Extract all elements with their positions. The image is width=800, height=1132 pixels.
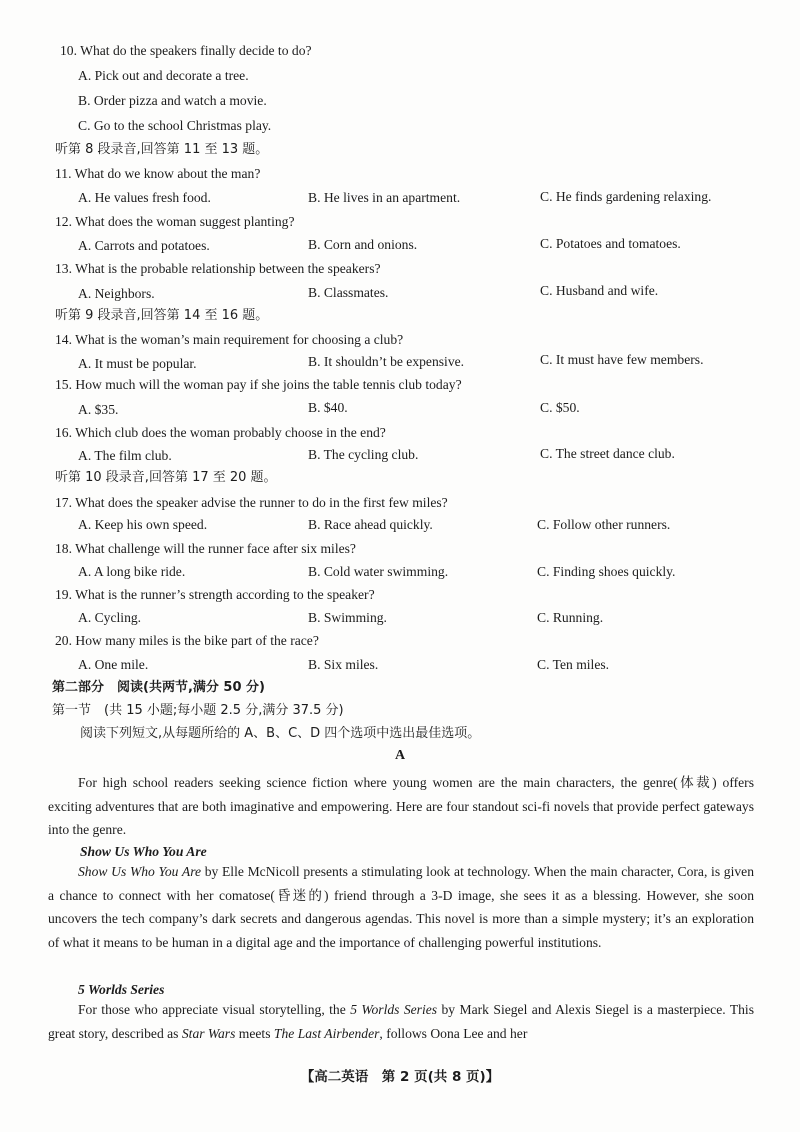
- question-15: 15. How much will the woman pay if she joins the table tennis club today?: [55, 377, 462, 392]
- section-8-instruction: 听第 8 段录音,回答第 11 至 13 题。: [55, 142, 269, 157]
- option-13a: A. Neighbors.: [78, 286, 155, 301]
- intro-text: For high school readers seeking science fiction where young women are the main characters, the genre(体裁) offers exciting adventures that are both imaginative and empowering. Here are four standout sci-fi novels that provide perfect gateways into the genre.: [48, 775, 754, 837]
- intro-paragraph: [48, 771, 754, 842]
- option-11b: B. He lives in an apartment.: [308, 190, 461, 205]
- option-10c: C. Go to the school Christmas play.: [78, 118, 272, 133]
- option-15c: C. $50.: [540, 400, 580, 415]
- option-14c: C. It must have few members.: [540, 352, 704, 367]
- reading-instruction: 阅读下列短文,从每题所给的 A、B、C、D 四个选项中选出最佳选项。: [80, 726, 481, 741]
- question-13: 13. What is the probable relationship between the speakers?: [55, 261, 381, 276]
- question-19: 19. What is the runner’s strength according to the speaker?: [55, 587, 375, 602]
- question-16: 16. Which club does the woman probably choose in the end?: [55, 425, 386, 440]
- part-2-heading: 第二部分 阅读(共两节,满分 50 分): [52, 680, 265, 695]
- option-16a: A. The film club.: [78, 448, 172, 463]
- option-11a: A. He values fresh food.: [78, 190, 211, 205]
- passage-letter: A: [394, 748, 406, 763]
- option-13c: C. Husband and wife.: [540, 283, 659, 298]
- book-2-paragraph: [48, 998, 754, 1045]
- option-13b: B. Classmates.: [308, 285, 389, 300]
- option-20a: A. One mile.: [78, 657, 149, 672]
- question-14: 14. What is the woman’s main requirement for choosing a club?: [55, 332, 404, 347]
- book-2-last-airbender: The Last Airbender: [273, 1025, 380, 1041]
- option-10b: B. Order pizza and watch a movie.: [78, 93, 267, 108]
- option-11c: C. He finds gardening relaxing.: [540, 189, 712, 204]
- option-19c: C. Running.: [537, 610, 604, 625]
- option-18c: C. Finding shoes quickly.: [537, 564, 676, 579]
- book-2-star-wars: Star Wars: [181, 1025, 236, 1041]
- option-19b: B. Swimming.: [308, 610, 387, 625]
- option-16c: C. The street dance club.: [540, 446, 675, 461]
- option-17b: B. Race ahead quickly.: [308, 517, 433, 532]
- option-16b: B. The cycling club.: [308, 447, 419, 462]
- option-12c: C. Potatoes and tomatoes.: [540, 236, 681, 251]
- question-17: 17. What does the speaker advise the runner to do in the first few miles?: [55, 495, 448, 510]
- option-12a: A. Carrots and potatoes.: [78, 238, 210, 253]
- question-18: 18. What challenge will the runner face after six miles?: [55, 541, 356, 556]
- book-1-text: by Elle McNicoll presents a stimulating look at technology. When the main character, Cora, is given a chance to connect with her comatose(昏迷的) friend through a 3-D image, she sees it as a blessing. However, she soon uncovers the tech company’s dark secrets and dangerous agendas. This novel is more than a simple mystery; it’s an exploration of what it means to be human in a digital age and the importance of challenging powerful institutions.: [48, 864, 755, 950]
- option-15a: A. $35.: [78, 402, 119, 417]
- question-10: 10. What do the speakers finally decide to do?: [60, 43, 312, 58]
- option-17c: C. Follow other runners.: [537, 517, 671, 532]
- option-15b: B. $40.: [308, 400, 348, 415]
- question-20: 20. How many miles is the bike part of the race?: [55, 633, 319, 648]
- option-20c: C. Ten miles.: [537, 657, 610, 672]
- book-2-title: 5 Worlds Series: [78, 982, 165, 997]
- section-1-heading: 第一节 (共 15 小题;每小题 2.5 分,满分 37.5 分): [52, 703, 344, 718]
- option-14a: A. It must be popular.: [78, 356, 197, 371]
- option-12b: B. Corn and onions.: [308, 237, 418, 252]
- section-9-instruction: 听第 9 段录音,回答第 14 至 16 题。: [55, 308, 269, 323]
- book-2-text-3: meets: [235, 1025, 274, 1041]
- option-17a: A. Keep his own speed.: [78, 517, 208, 532]
- book-2-text-1: For those who appreciate visual storytelling, the: [78, 1002, 351, 1017]
- option-14b: B. It shouldn’t be expensive.: [308, 354, 465, 369]
- book-2-series-title: 5 Worlds Series: [350, 1002, 438, 1017]
- book-2-text-2: by Mark Siegel and Alexis Siegel is a masterpiece. This great story, described as: [48, 1002, 754, 1041]
- book-1-paragraph: [48, 860, 754, 954]
- option-19a: A. Cycling.: [78, 610, 142, 625]
- option-10a: A. Pick out and decorate a tree.: [78, 68, 249, 83]
- question-12: 12. What does the woman suggest planting?: [55, 214, 295, 229]
- section-10-instruction: 听第 10 段录音,回答第 17 至 20 题。: [55, 470, 277, 485]
- option-18a: A. A long bike ride.: [78, 564, 186, 579]
- question-11: 11. What do we know about the man?: [55, 166, 261, 181]
- book-1-title: Show Us Who You Are: [80, 844, 207, 859]
- option-18b: B. Cold water swimming.: [308, 564, 449, 579]
- book-2-text-4: , follows Oona Lee and her: [379, 1025, 528, 1041]
- book-1-title-inline: Show Us Who You Are: [78, 864, 202, 879]
- page-footer: 【高二英语 第 2 页(共 8 页)】: [300, 1069, 500, 1085]
- option-20b: B. Six miles.: [308, 657, 379, 672]
